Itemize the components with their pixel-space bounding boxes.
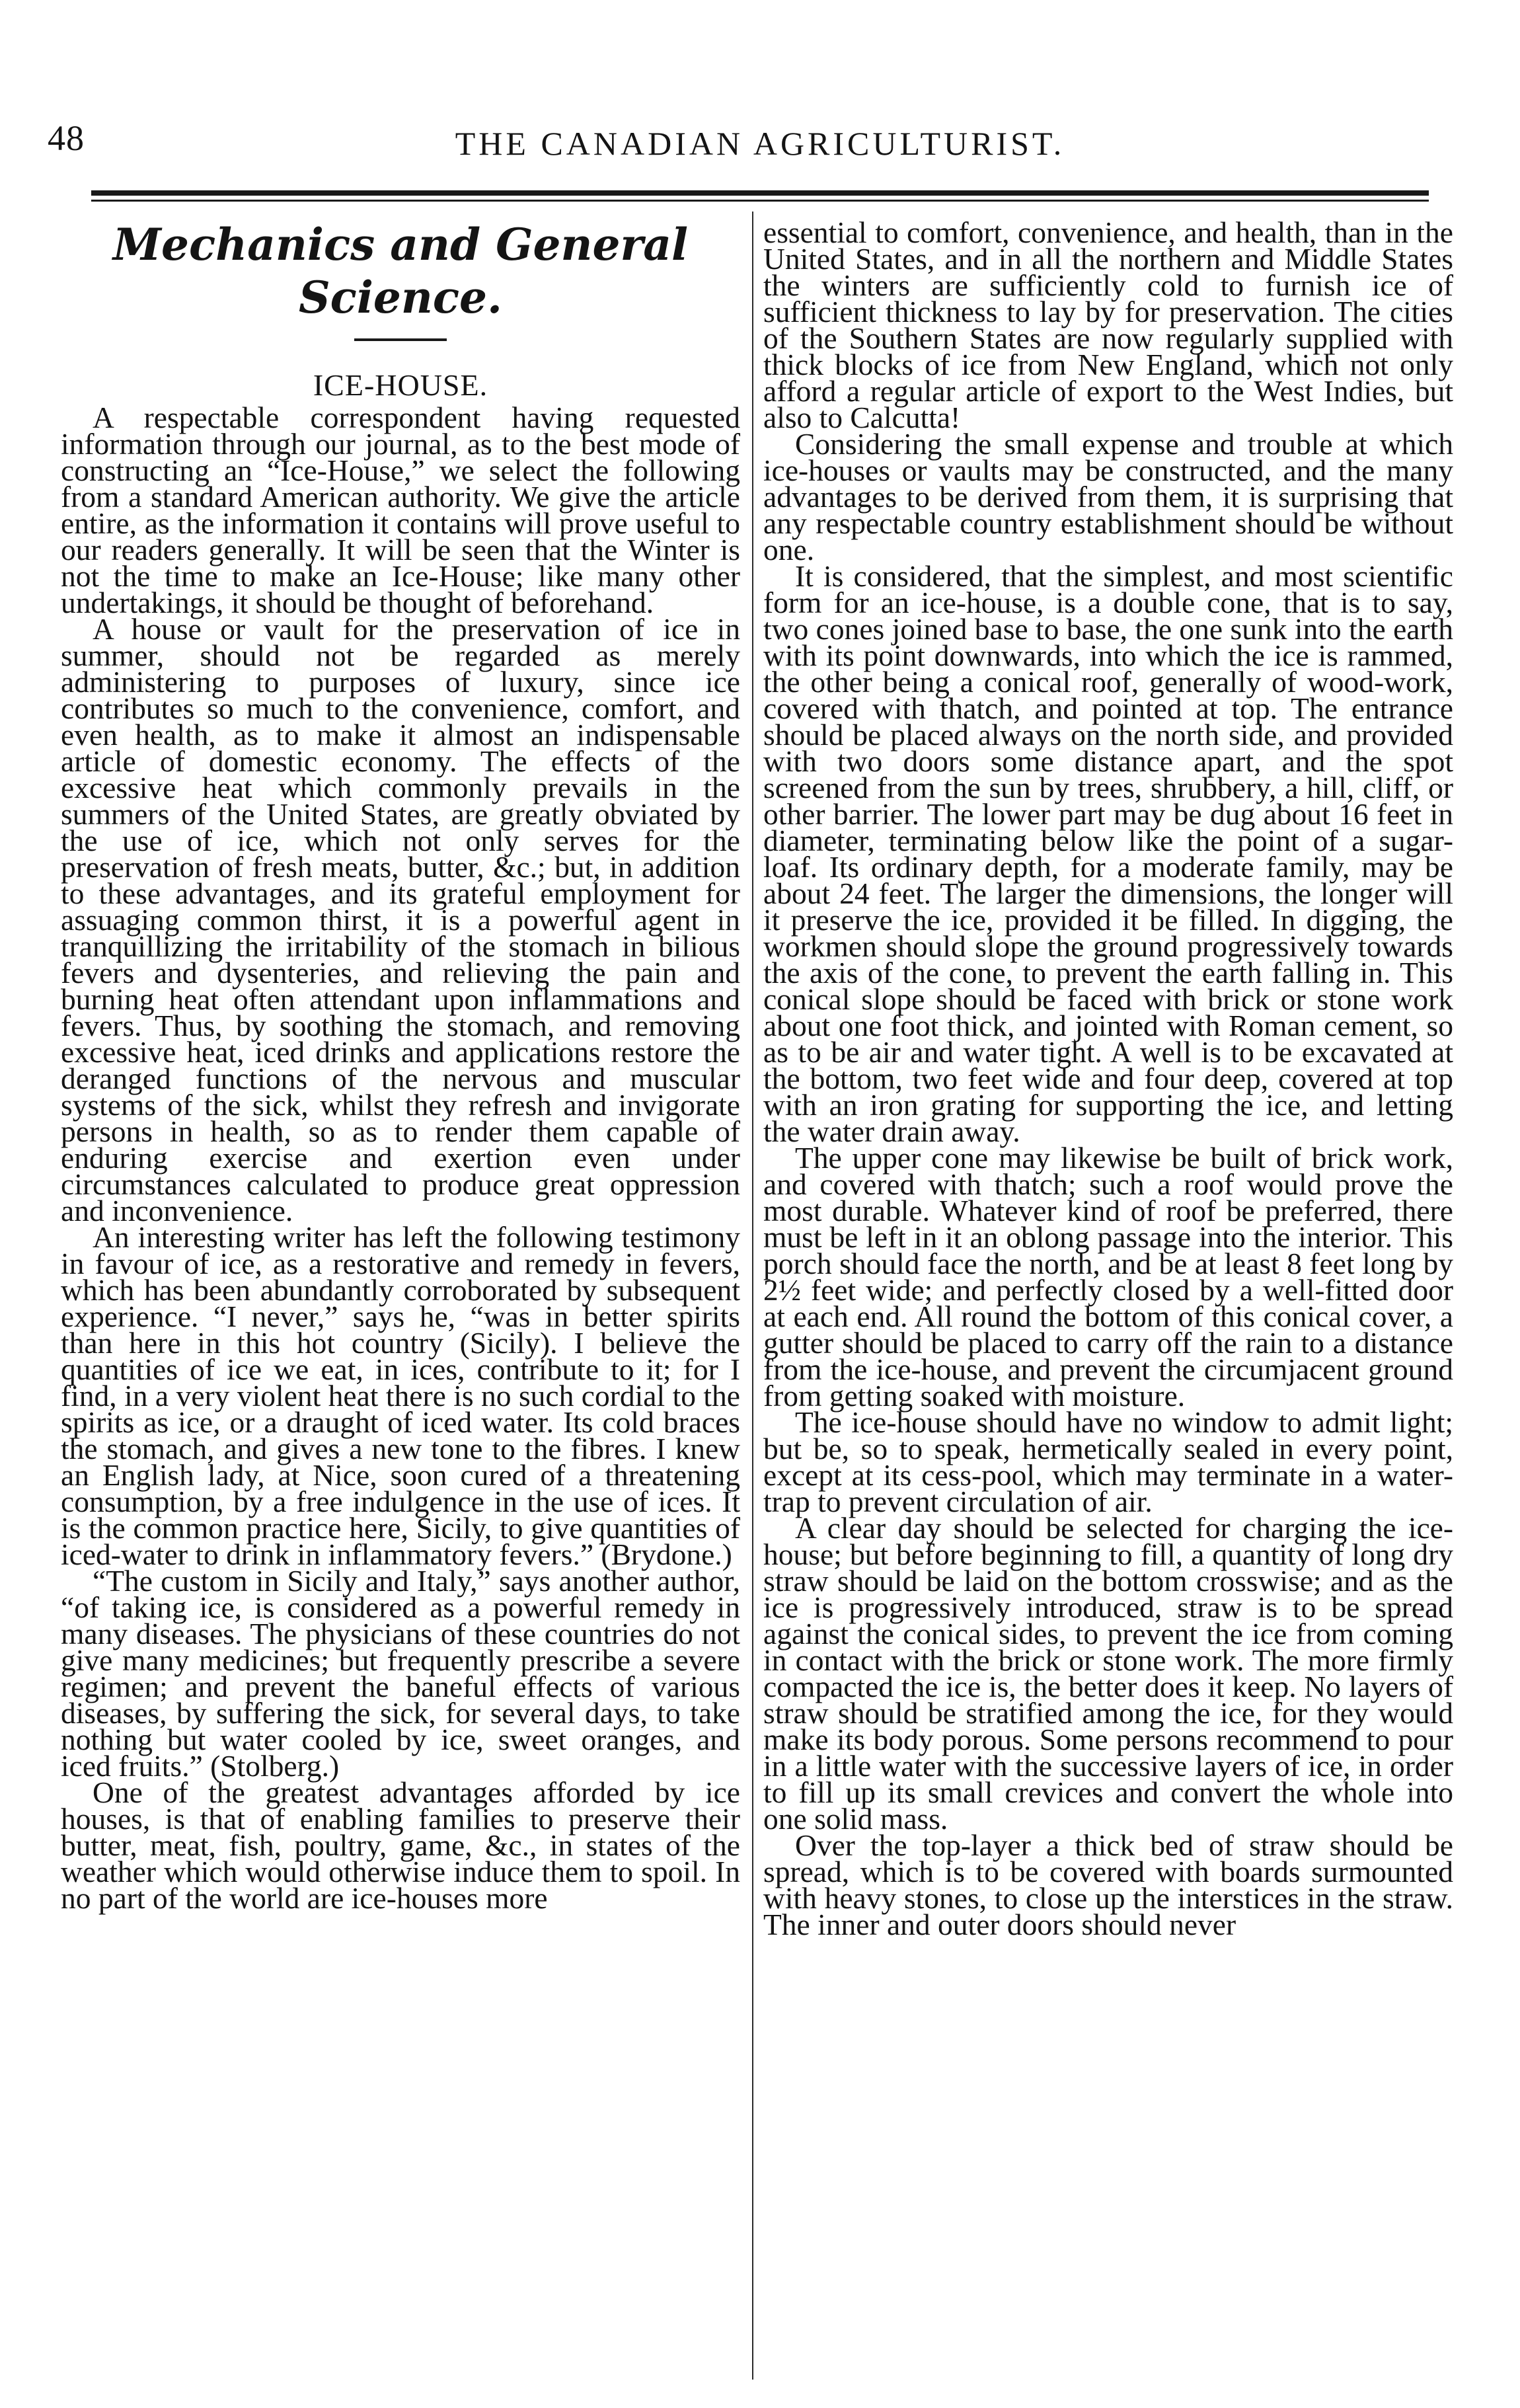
right-column <box>763 215 1453 1941</box>
section-heading: Mechanics and General Science. <box>112 219 689 323</box>
page-number: 48 <box>48 118 85 158</box>
paragraph: A respectable correspondent having requested information through our journal, as to the best mode of constructing an “Ice-House,” we select the following from a standard American authority. We give the article entire, as the information it contains will prove useful to our readers generally. It will be seen that the Winter is not the time to make an Ice-House; like many other undertakings, it should be thought of beforehand. <box>61 401 740 619</box>
paragraph: Considering the small expense and trouble at which ice-houses or vaults may be constructed, and the many advantages to be derived from them, it is surprising that any respectable country establishment should be without one. <box>763 427 1453 566</box>
paragraph: “The custom in Sicily and Italy,” says another author, “of taking ice, is considered as a powerful remedy in many diseases. The physicians of these countries do not give many medicines; but frequently prescribe a severe regimen; and prevent the baneful effects of various diseases, by suffering the sick, for several days, to take nothing but water cooled by ice, sweet oranges, and iced fruits.” (Stolberg.) <box>61 1564 740 1783</box>
column-divider <box>752 212 753 2380</box>
paragraph: It is considered, that the simplest, and most scientific form for an ice-house, is a double cone, that is to say, two cones joined base to base, the one sunk into the earth with its point downwards, into which the ice is rammed, the other being a conical roof, generally of wood-work, covered with thatch, and pointed at top. The entrance should be placed always on the north side, and provided with two doors some distance apart, and the spot screened from the sun by trees, shrubbery, a hill, cliff, or other barrier. The lower part may be dug about 16 feet in diameter, terminating below like the point of a sugar-loaf. Its ordinary depth, for a moderate family, may be about 24 feet. The larger the dimensions, the longer will it preserve the ice, provided it be filled. In digging, the workmen should slope the ground progressively towards the axis of the cone, to prevent the earth falling in. This conical slope should be faced with brick or stone work about one foot thick, and jointed with Roman cement, so as to be air and water tight. A well is to be excavated at the bottom, two feet wide and four deep, covered at top with an iron grating for supporting the ice, and letting the water drain away. <box>763 559 1453 1148</box>
left-column <box>61 218 740 1915</box>
paragraph: An interesting writer has left the following testimony in favour of ice, as a restorative and remedy in fevers, which has been abundantly corroborated by subsequent experience. “I never,” says he, “was in better spirits than here in this hot country (Sicily). I believe the quantities of ice we eat, in ices, contribute to it; for I find, in a very violent heat there is no such cordial to the spirits as ice, or a draught of iced water. Its cold braces the stomach, and gives a new tone to the fibres. I knew an English lady, at Nice, soon cured of a threatening consumption, by a free indulgence in the use of ices. It is the common practice here, Sicily, to give quantities of iced-water to drink in inflammatory fevers.” (Brydone.) <box>61 1220 740 1571</box>
journal-title: THE CANADIAN AGRICULTURIST. <box>455 125 1065 162</box>
header-rule-thick <box>91 190 1429 196</box>
section-rule <box>354 338 447 341</box>
paragraph-continued: essential to comfort, convenience, and health, than in the United States, and in all the northern and Middle States the winters are sufficiently cold to furnish ice of sufficient thickness to lay by for preservation. The cities of the Southern States are now regularly supplied with thick blocks of ice from New England, which not only afford a regular article of export to the West Indies, but also to Calcutta! <box>763 215 1453 434</box>
article-title: ICE-HOUSE. <box>313 368 488 402</box>
paragraph: A house or vault for the preservation of ice in summer, should not be regarded as merely administering to purposes of luxury, since ice contributes so much to the convenience, comfort, and even health, as to make it almost an indispensable article of domestic economy. The effects of the excessive heat which commonly prevails in the summers of the United States, are greatly obviated by the use of ice, which not only serves for the preservation of fresh meats, butter, &c.; but, in addition to these advantages, and its grateful employment for assuaging common thirst, it is a powerful agent in tranquillizing the irritability of the stomach in bilious fevers and dysenteries, and relieving the pain and burning heat often attendant upon inflammations and fevers. Thus, by soothing the stomach, and removing excessive heat, iced drinks and applications restore the deranged functions of the nervous and muscular systems of the sick, whilst they refresh and invigorate persons in health, so as to render them capable of enduring exercise and exertion even under circumstances calculated to produce great oppression and inconvenience. <box>61 612 740 1227</box>
paragraph: One of the greatest advantages afforded by ice houses, is that of enabling families to preserve their butter, meat, fish, poultry, game, &c., in states of the weather which would otherwise induce them to spoil. In no part of the world are ice-houses more <box>61 1775 740 1915</box>
paragraph: The upper cone may likewise be built of brick work, and covered with thatch; such a roof would prove the most durable. Whatever kind of roof be preferred, there must be left in it an oblong passage into the interior. This porch should face the north, and be at least 8 feet long by 2½ feet wide; and perfectly closed by a well-fitted door at each end. All round the bottom of this conical cover, a gutter should be placed to carry off the rain to a distance from the ice-house, and prevent the circumjacent ground from getting soaked with moisture. <box>763 1141 1453 1413</box>
header-rule-thin <box>91 200 1429 202</box>
paragraph: The ice-house should have no window to admit light; but be, so to speak, hermetically sealed in every point, except at its cess-pool, which may terminate in a water-trap to prevent circulation of air. <box>763 1405 1453 1518</box>
paragraph: A clear day should be selected for charging the ice-house; but before beginning to fill, a quantity of long dry straw should be laid on the bottom crosswise; and as the ice is progressively introduced, straw is to be spread against the conical sides, to prevent the ice from coming in contact with the brick or stone work. The more firmly compacted the ice is, the better does it keep. No layers of straw should be stratified among the ice, for they would make its body porous. Some persons recommend to pour in a little water with the successive layers of ice, in order to fill up its small crevices and convert the whole into one solid mass. <box>763 1511 1453 1836</box>
paragraph: Over the top-layer a thick bed of straw should be spread, which is to be covered with boards surmounted with heavy stones, to close up the interstices in the straw. The inner and outer doors should never <box>763 1828 1453 1941</box>
